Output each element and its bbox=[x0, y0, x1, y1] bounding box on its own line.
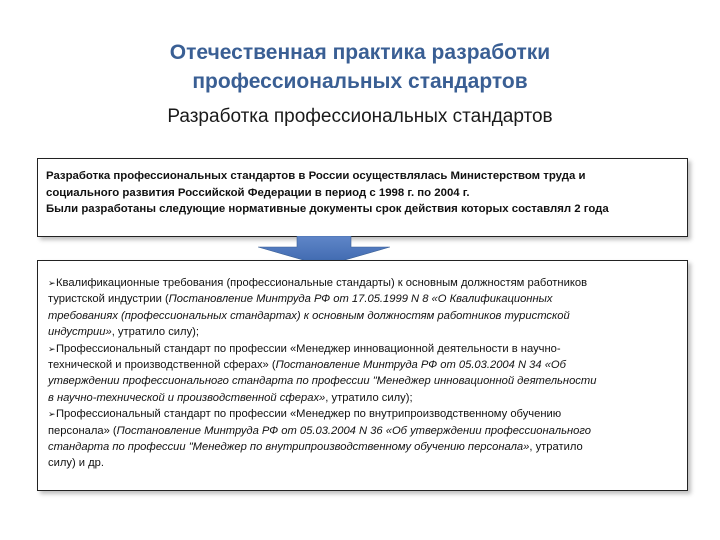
bullet-marker-icon: ➢ bbox=[48, 278, 56, 288]
intro-line: Были разработаны следующие нормативные документы срок действия которых составлял 2 года bbox=[46, 203, 609, 215]
intro-line: социального развития Российской Федерации в период с 1998 г. по 2004 г. bbox=[46, 186, 470, 199]
document-item-line: технической и производственной сферах» (Постановление Минтруда РФ от 05.03.2004 N 34 «Об bbox=[48, 359, 566, 372]
slide-title bbox=[80, 38, 640, 96]
bullet-marker-icon: ➢ bbox=[48, 343, 56, 354]
document-item-line: ➢Профессиональный стандарт по профессии «Менеджер инновационной деятельности в научно- bbox=[48, 341, 679, 357]
document-item-line: утверждении профессионального стандарта по профессии "Менеджер инновационной деятельности bbox=[48, 375, 597, 388]
title-line: профессиональных стандартов bbox=[192, 70, 528, 93]
document-item-line: ➢Квалификационные требования (профессиональные стандарты) к основным должностям работников bbox=[48, 275, 679, 291]
document-item-line: стандарта по профессии "Менеджер по внутрипроизводственному обучению персонала», утратило bbox=[48, 441, 583, 454]
documents-box bbox=[37, 260, 688, 491]
bullet-marker-icon: ➢ bbox=[48, 409, 56, 420]
document-item-line: требованиях (профессиональных стандартах) к основным должностям работников туристской bbox=[48, 309, 570, 322]
intro-box bbox=[37, 158, 688, 237]
document-item-line: силу) и др. bbox=[48, 457, 105, 470]
document-item-line: персонала» (Постановление Минтруда РФ от 05.03.2004 N 36 «Об утверждении профессионального bbox=[48, 424, 591, 437]
document-item-line: туристской индустрии (Постановление Минтруда РФ от 17.05.1999 N 8 «О Квалификационных bbox=[48, 293, 553, 306]
document-item-line: ➢Профессиональный стандарт по профессии «Менеджер по внутрипроизводственному обучению bbox=[48, 406, 679, 422]
document-item-line: в научно-технической и производственной сферах», утратило силу); bbox=[48, 391, 413, 404]
document-item-line: индустрии», утратило силу); bbox=[48, 326, 200, 339]
intro-line: Разработка профессиональных стандартов в России осуществлялась Министерством труда и bbox=[46, 170, 586, 182]
slide-subtitle: Разработка профессиональных стандартов bbox=[167, 106, 553, 127]
title-line: Отечественная практика разработки bbox=[169, 41, 551, 64]
